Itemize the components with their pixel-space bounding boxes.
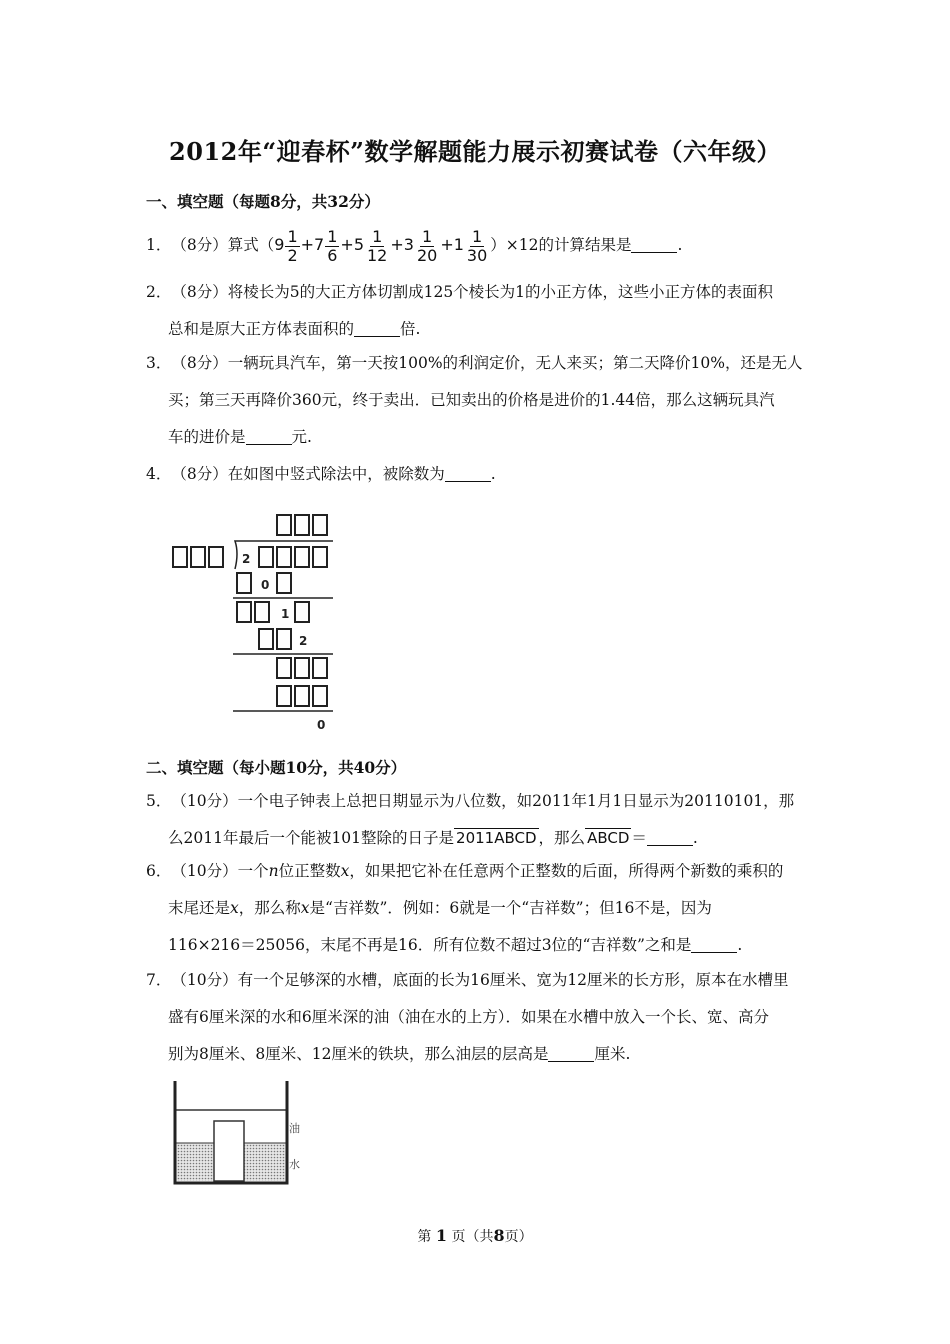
overlined-number: 2011ABCD	[456, 829, 537, 847]
question-text: ，那么称	[238, 899, 301, 917]
question-text: （8分）在如图中竖式除法中，被除数为	[171, 465, 445, 483]
section-heading-1: 一、填空题（每题8分，共32分）	[146, 192, 380, 211]
question-text: .	[677, 236, 683, 254]
fraction-1-20: $\frac{1}{20}$	[416, 226, 438, 265]
digit-0: 0	[317, 718, 326, 732]
footer-text: 页）	[504, 1229, 533, 1245]
question-text: 倍.	[400, 320, 421, 338]
question-number: 3．	[146, 354, 172, 372]
question-text: 末尾还是	[168, 899, 231, 917]
question-text: （8分）将棱长为5的大正方体切割成125个棱长为1的小正方体，这些小正方体的表面积	[171, 283, 774, 301]
question-text: 买；第三天再降价360元，终于卖出．已知卖出的价格是进价的1.44倍，那么这辆玩具汽	[168, 391, 775, 409]
answer-blank[interactable]	[548, 1045, 594, 1062]
question-text: 元.	[291, 428, 312, 446]
variable-x: x	[300, 899, 310, 917]
question-text: ＝	[631, 829, 647, 847]
question-text: （8分）一辆玩具汽车，第一天按100%的利润定价，无人来买；第二天降价10%，还是无人	[171, 354, 803, 372]
answer-blank[interactable]	[246, 428, 292, 445]
question-7	[146, 962, 816, 1073]
footer-text: 第	[417, 1229, 432, 1245]
answer-blank[interactable]	[691, 936, 737, 953]
question-1	[146, 226, 816, 265]
digit-2: 2	[242, 552, 251, 566]
answer-blank[interactable]	[647, 829, 693, 846]
fraction-1-2: $\frac{1}{2}$	[287, 226, 298, 265]
question-text: （10分）一个电子钟表上总把日期显示为八位数，如2011年1月1日显示为20110101，那	[171, 792, 795, 810]
question-text: 厘米.	[594, 1045, 631, 1063]
water-label: 水	[289, 1158, 300, 1171]
question-number: 2．	[146, 283, 172, 301]
variable-x: x	[230, 899, 239, 917]
question-4	[146, 456, 816, 493]
long-division-figure	[165, 505, 345, 737]
digit-2: 2	[299, 634, 308, 648]
variable-x: x	[340, 862, 350, 880]
question-5	[146, 783, 816, 857]
page-number: 1	[435, 1226, 447, 1245]
iron-block	[214, 1121, 244, 1181]
answer-blank[interactable]	[631, 236, 677, 253]
question-text: 么2011年最后一个能被101整除的日子是	[168, 829, 455, 847]
operator: +5	[340, 235, 364, 254]
fraction-1-6: $\frac{1}{6}$	[327, 226, 338, 265]
question-text: .	[737, 936, 743, 954]
total-pages: 8	[493, 1226, 505, 1245]
operator: +3	[390, 235, 414, 254]
question-number: 6．	[146, 862, 172, 880]
question-text: 116×216＝25056，末尾不再是16．所有位数不超过3位的“吉祥数”之和是	[168, 936, 692, 954]
question-text: 盛有6厘米深的水和6厘米深的油（油在水的上方）．如果在水槽中放入一个长、宽、高分	[168, 1008, 769, 1026]
question-text: （10分）有一个足够深的水槽，底面的长为16厘米、宽为12厘米的长方形，原本在水槽里	[171, 971, 789, 989]
variable-n: n	[268, 862, 279, 880]
question-text: 位正整数	[278, 862, 341, 880]
question-text: .	[490, 465, 496, 483]
page-footer	[0, 1226, 950, 1246]
question-text: ）×12的计算结果是	[490, 236, 632, 254]
question-number: 5．	[146, 792, 172, 810]
question-text: 车的进价是	[168, 428, 246, 446]
whole-part: 9	[274, 235, 285, 254]
question-number: 7．	[146, 971, 172, 989]
fraction-1-12: $\frac{1}{12}$	[367, 226, 388, 265]
question-text: （10分）一个	[171, 862, 269, 880]
question-text: 别为8厘米、8厘米、12厘米的铁块，那么油层的层高是	[168, 1045, 549, 1063]
section-heading-2: 二、填空题（每小题10分，共40分）	[146, 758, 407, 777]
operator: +1	[440, 235, 464, 254]
question-6	[146, 853, 816, 964]
question-text: 总和是原大正方体表面积的	[168, 320, 355, 338]
question-2	[146, 274, 816, 348]
question-number: 4．	[146, 465, 172, 483]
oil-label: 油	[289, 1122, 300, 1135]
water-tank-figure	[165, 1075, 315, 1190]
question-text: ，如果把它补在任意两个正整数的后面，所得两个新数的乘积的	[349, 862, 784, 880]
fraction-1-30: $\frac{1}{30}$	[466, 226, 488, 265]
question-3	[146, 345, 816, 456]
overlined-number: ABCD	[587, 829, 630, 847]
footer-text: 页（共	[451, 1229, 494, 1245]
digit-0: 0	[261, 578, 270, 592]
question-text: .	[692, 829, 698, 847]
answer-blank[interactable]	[445, 465, 491, 482]
question-text: （8分）算式（	[171, 236, 275, 254]
question-text: 是“吉祥数”．例如：6就是一个“吉祥数”；但16不是，因为	[309, 899, 712, 917]
question-text: ，那么	[538, 829, 586, 847]
digit-1: 1	[281, 607, 290, 621]
page-title: 2012年“迎春杯”数学解题能力展示初赛试卷（六年级）	[169, 137, 781, 166]
answer-blank[interactable]	[354, 320, 400, 337]
operator: +7	[300, 235, 325, 254]
question-number: 1．	[146, 236, 172, 254]
